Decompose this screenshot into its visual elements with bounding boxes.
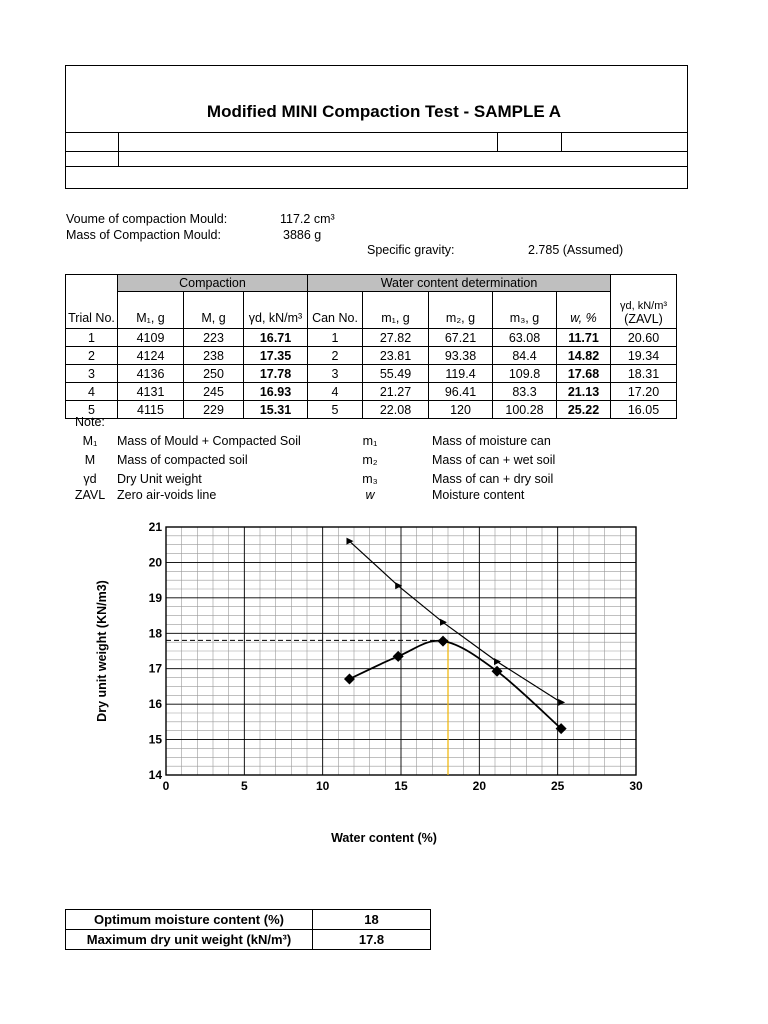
cell-can-m1: 55.49 — [363, 365, 429, 383]
cell-can-m2: 67.21 — [429, 329, 493, 347]
cell-m: 223 — [184, 329, 244, 347]
zavl-line — [349, 541, 561, 702]
note-right-description: Mass of moisture can — [432, 434, 551, 448]
compaction-point — [344, 673, 355, 684]
table-row — [66, 329, 677, 347]
specific-gravity-label: Specific gravity: — [367, 243, 455, 257]
cell-gamma-d: 16.71 — [244, 329, 308, 347]
cell-can: 5 — [308, 401, 363, 419]
cell-trial: 3 — [66, 365, 118, 383]
col-header-can-m2: m₂, g — [429, 292, 493, 329]
cell-can-m1: 21.27 — [363, 383, 429, 401]
note-left-symbol: γd — [83, 472, 97, 486]
cell-trial: 4 — [66, 383, 118, 401]
mass-label: Mass of Compaction Mould: — [66, 228, 221, 242]
col-header-trial: Trial No. — [66, 292, 118, 329]
cell-gamma-d: 16.93 — [244, 383, 308, 401]
cell-trial: 5 — [66, 401, 118, 419]
col-header-gamma-d: γd, kN/m³ — [244, 292, 308, 329]
x-tick-label: 0 — [162, 779, 170, 793]
note-left-description: Zero air-voids line — [117, 488, 217, 502]
corner-cell-right — [611, 275, 677, 292]
note-right-symbol: w — [365, 488, 375, 502]
x-tick-label: 30 — [629, 779, 643, 793]
cell-zavl: 17.20 — [611, 383, 677, 401]
col-header-zavl-unit: γd, kN/m³ — [619, 300, 668, 312]
compaction-point — [393, 651, 404, 662]
group-water-content: Water content determination — [308, 275, 611, 292]
cell-zavl: 18.31 — [611, 365, 677, 383]
cell-can-m1: 27.82 — [363, 329, 429, 347]
compaction-chart — [90, 515, 670, 855]
header-box — [65, 65, 688, 189]
cell-can: 1 — [308, 329, 363, 347]
omc-label: Optimum moisture content (%) — [66, 910, 313, 930]
col-header-can-m1: m₁, g — [363, 292, 429, 329]
y-tick-label: 21 — [148, 520, 162, 534]
cell-trial: 2 — [66, 347, 118, 365]
volume-label: Voume of compaction Mould: — [66, 212, 228, 226]
cell-w: 11.71 — [557, 329, 611, 347]
cell-m1: 4136 — [118, 365, 184, 383]
x-tick-label: 20 — [472, 779, 487, 793]
y-tick-label: 19 — [148, 590, 162, 605]
cell-w: 14.82 — [557, 347, 611, 365]
y-tick-label: 15 — [148, 732, 162, 747]
note-right-description: Mass of can + wet soil — [432, 453, 556, 467]
col-header-m: M, g — [184, 292, 244, 329]
note-right-description: Mass of can + dry soil — [432, 472, 554, 486]
col-header-can-m3: m₃, g — [493, 292, 557, 329]
x-tick-label: 10 — [315, 779, 330, 793]
compaction-curve — [349, 641, 561, 729]
cell-w: 21.13 — [557, 383, 611, 401]
cell-can-m3: 63.08 — [493, 329, 557, 347]
cell-can: 3 — [308, 365, 363, 383]
cell-zavl: 16.05 — [611, 401, 677, 419]
cell-trial: 1 — [66, 329, 118, 347]
test-data-table — [65, 274, 677, 419]
note-right-symbol: m₃ — [362, 472, 378, 486]
col-header-zavl-label: (ZAVL) — [624, 312, 663, 326]
cell-m: 229 — [184, 401, 244, 419]
note-title: Note: — [75, 415, 105, 429]
compaction-chart-svg — [90, 515, 670, 855]
y-axis-label: Dry unit weight (KN/m3) — [95, 580, 109, 722]
cell-m1: 4124 — [118, 347, 184, 365]
compaction-point — [437, 636, 448, 647]
note-left-symbol: M₁ — [82, 434, 98, 448]
note-right-symbol: m₁ — [362, 434, 378, 448]
cell-can-m2: 96.41 — [429, 383, 493, 401]
cell-gamma-d: 17.35 — [244, 347, 308, 365]
volume-value: 117.2 cm³ — [280, 212, 335, 226]
col-header-can: Can No. — [308, 292, 363, 329]
y-tick-label: 18 — [148, 626, 162, 641]
cell-can-m2: 120 — [429, 401, 493, 419]
table-row — [66, 383, 677, 401]
table-row — [66, 347, 677, 365]
cell-m: 245 — [184, 383, 244, 401]
col-header-m1: M₁, g — [118, 292, 184, 329]
page-title: Modified MINI Compaction Test - SAMPLE A — [206, 102, 562, 121]
cell-m1: 4109 — [118, 329, 184, 347]
cell-can-m3: 83.3 — [493, 383, 557, 401]
table-row — [66, 365, 677, 383]
cell-m1: 4115 — [118, 401, 184, 419]
cell-can-m3: 109.8 — [493, 365, 557, 383]
cell-can-m1: 23.81 — [363, 347, 429, 365]
specific-gravity-value: 2.785 (Assumed) — [528, 243, 624, 257]
table-row — [66, 401, 677, 419]
mass-value: 3886 g — [283, 228, 322, 242]
cell-can: 4 — [308, 383, 363, 401]
cell-can-m2: 93.38 — [429, 347, 493, 365]
y-tick-label: 14 — [148, 768, 162, 782]
x-tick-label: 15 — [394, 779, 408, 793]
cell-can-m3: 84.4 — [493, 347, 557, 365]
note-left-symbol: ZAVL — [74, 488, 106, 502]
y-tick-label: 17 — [148, 661, 162, 676]
note-left-description: Mass of compacted soil — [117, 453, 248, 467]
mdd-label: Maximum dry unit weight (kN/m³) — [66, 930, 313, 950]
x-tick-label: 25 — [550, 779, 565, 793]
note-left-description: Mass of Mould + Compacted Soil — [117, 434, 301, 448]
corner-cell — [66, 275, 118, 292]
zavl-point — [558, 699, 565, 706]
cell-zavl: 20.60 — [611, 329, 677, 347]
cell-can-m1: 22.08 — [363, 401, 429, 419]
cell-w: 25.22 — [557, 401, 611, 419]
cell-gamma-d: 17.78 — [244, 365, 308, 383]
y-tick-label: 20 — [148, 555, 162, 570]
cell-zavl: 19.34 — [611, 347, 677, 365]
omc-value: 18 — [313, 910, 431, 930]
summary-table — [65, 909, 431, 950]
note-right-symbol: m₂ — [362, 453, 378, 467]
group-compaction: Compaction — [118, 275, 308, 292]
note-right-description: Moisture content — [432, 488, 525, 502]
x-tick-label: 5 — [240, 779, 248, 793]
cell-m1: 4131 — [118, 383, 184, 401]
cell-w: 17.68 — [557, 365, 611, 383]
x-axis-label: Water content (%) — [331, 831, 437, 845]
cell-can: 2 — [308, 347, 363, 365]
cell-gamma-d: 15.31 — [244, 401, 308, 419]
cell-can-m3: 100.28 — [493, 401, 557, 419]
y-tick-label: 16 — [148, 697, 162, 712]
col-header-w: w, % — [557, 292, 611, 329]
mdd-value: 17.8 — [313, 930, 431, 950]
col-header-zavl — [611, 292, 677, 329]
cell-can-m2: 119.4 — [429, 365, 493, 383]
cell-m: 238 — [184, 347, 244, 365]
note-left-symbol: M — [84, 453, 96, 467]
note-left-description: Dry Unit weight — [117, 472, 202, 486]
cell-m: 250 — [184, 365, 244, 383]
